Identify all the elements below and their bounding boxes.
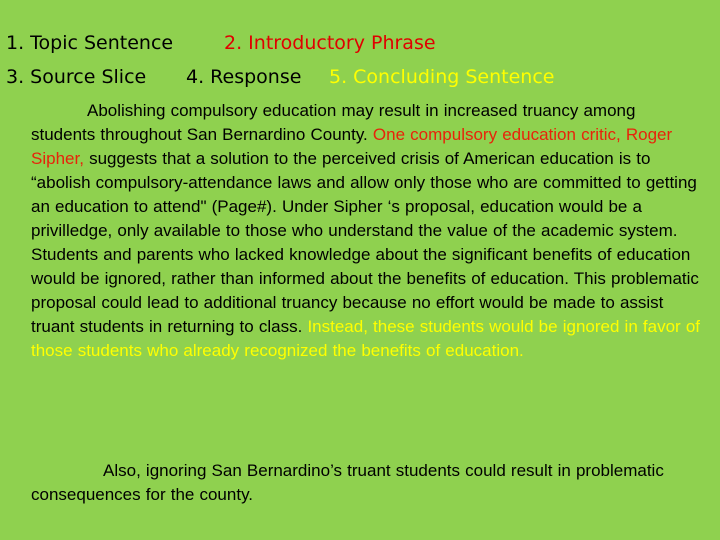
body-paragraph-1 [31, 99, 701, 363]
topic-sentence: Abolishing compulsory education may result in increased truancy among students throughout San Bernardino County. [31, 101, 636, 144]
legend-concluding-sentence: 5. Concluding Sentence [329, 66, 555, 88]
concluding-sentence: Instead, these students would be ignored in favor of those students who already recognized the benefits of education. [31, 317, 701, 360]
next-paragraph-opening: Also, ignoring San Bernardino’s truant students could result in problematic consequences for the county. [31, 461, 664, 504]
legend-topic-sentence: 1. Topic Sentence [6, 32, 174, 54]
introductory-phrase: One compulsory education critic, Roger Sipher, [31, 125, 673, 168]
legend-introductory-phrase: 2. Introductory Phrase [224, 32, 436, 54]
legend-source-slice: 3. Source Slice [6, 66, 147, 88]
body-paragraph-2 [31, 459, 701, 507]
legend-response: 4. Response [186, 66, 302, 88]
response: Under Sipher ‘s proposal, education would be a privilledge, only available to those who understand the value of the academic system. Students and parents who lacked knowledge about the significant benefits of education would be ignored, rather than informed about the benefits of education. This problematic proposal could lead to additional truancy because no effort would be made to assist truant students in returning to class. [31, 197, 699, 336]
source-slice: suggests that a solution to the perceived crisis of American education is to “abolish compulsory-attendance laws and allow only those who are committed to getting an education to attend" (Page#). [31, 149, 697, 216]
